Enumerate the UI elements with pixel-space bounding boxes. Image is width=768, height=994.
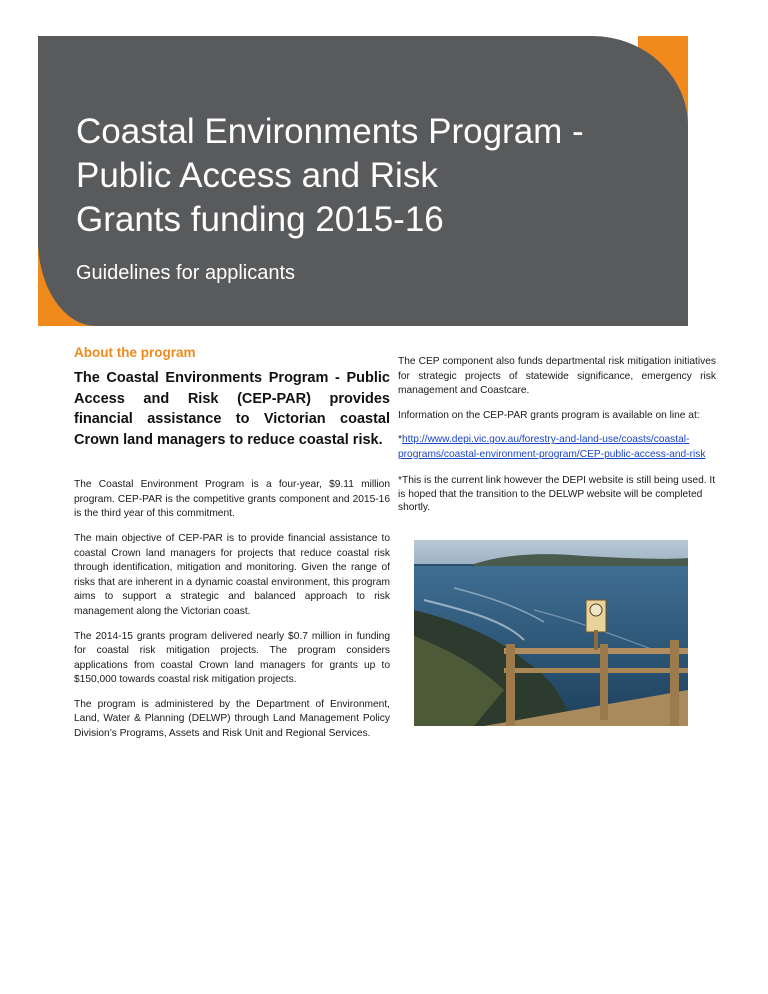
coastal-lookout-illustration — [414, 540, 688, 726]
coastal-lookout-photo — [414, 540, 688, 726]
body-paragraph-3: The 2014-15 grants program delivered nearly $0.7 million in funding for coastal risk mitigation projects. The program considers applications from coastal Crown land managers for grants up to $150,000 towards coastal risk mitigation projects. — [74, 630, 390, 686]
body-paragraph-2: The main objective of CEP-PAR is to provide financial assistance to coastal Crown land managers for projects that reduce coastal risk through identification, mitigation and monitoring. Given the range of risks that are inherent in a dynamic coastal environment, this program aims to support a strategic and balanced approach to risk management along the Victorian coast. — [74, 533, 390, 617]
left-column — [74, 345, 390, 752]
lead-paragraph: The Coastal Environments Program - Public Access and Risk (CEP-PAR) provides financial assistance to Victorian coastal Crown land managers to reduce coastal risk. — [74, 370, 390, 448]
title-line-1: Coastal Environments Program - — [76, 112, 584, 151]
right-paragraph-2: Information on the CEP-PAR grants program is available on line at: — [398, 409, 700, 421]
website-note: *This is the current link however the DEPI website is still being used. It is hoped that the transition to the DELWP website will be completed shortly. — [398, 475, 716, 513]
page-subtitle: Guidelines for applicants — [76, 262, 296, 284]
section-heading: About the program — [74, 345, 196, 360]
body-paragraph-1: The Coastal Environment Program is a four-year, $9.11 million program. CEP-PAR is the competitive grants component and 2015-16 is the third year of this commitment. — [74, 479, 390, 520]
right-paragraph-1: The CEP component also funds departmental risk mitigation initiatives for strategic projects of statewide significance, emergency risk management and Coastcare. — [398, 356, 716, 397]
page-title — [76, 110, 584, 241]
title-line-3: Grants funding 2015-16 — [76, 199, 444, 239]
title-line-2: Public Access and Risk — [76, 155, 438, 195]
program-link-line — [398, 433, 716, 462]
title-banner — [38, 36, 688, 326]
body-paragraph-4: The program is administered by the Department of Environment, Land, Water & Planning (DELWP) through Land Management Policy Division’s Programs, Assets and Risk Unit and Regional Services. — [74, 698, 390, 739]
right-column — [398, 355, 716, 514]
program-link[interactable]: http://www.depi.vic.gov.au/forestry-and-land-use/coasts/coastal-programs/coastal-environment-program/CEP-public-access-and-risk — [398, 434, 706, 460]
link-asterisk: * — [398, 434, 402, 446]
